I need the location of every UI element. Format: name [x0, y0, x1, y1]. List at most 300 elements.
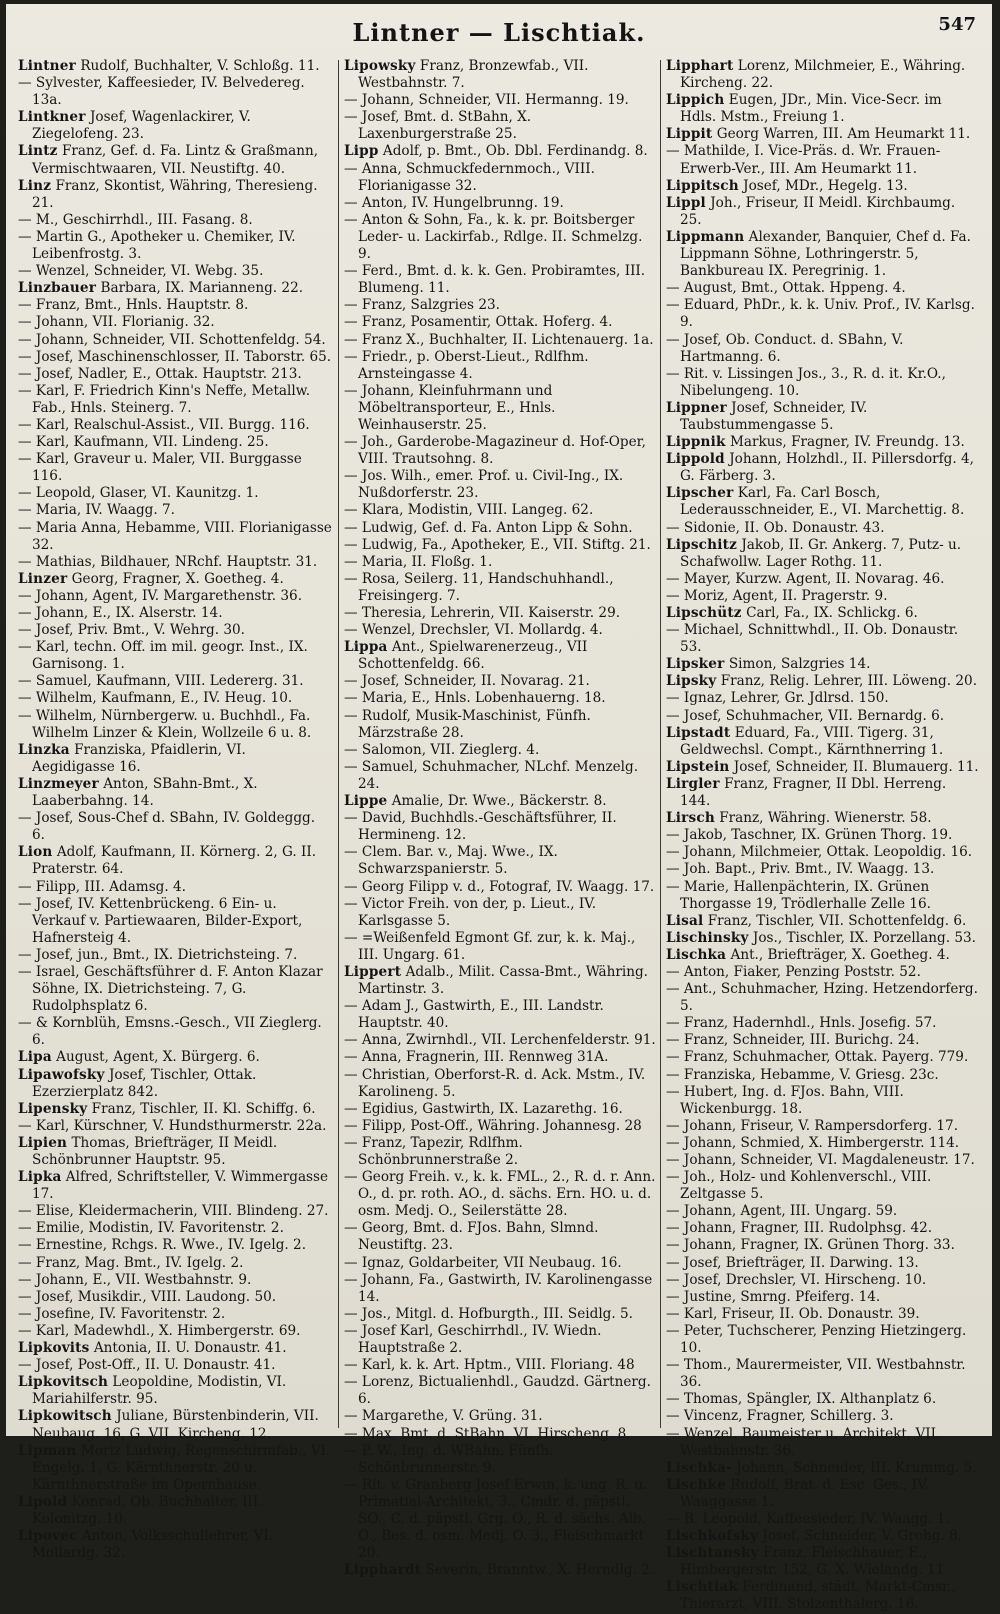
entry-details: — Klara, Modistin, VIII. Langeg. 62. — [344, 502, 594, 519]
directory-entry — [18, 554, 332, 571]
directory-entry — [666, 434, 980, 451]
entry-details: Adalb., Milit. Cassa-Bmt., Währing. Martinstr. 3. — [358, 963, 648, 998]
directory-entry — [18, 1067, 332, 1101]
directory-entry — [666, 913, 980, 930]
entry-details: — Josef, Musikdir., VIII. Laudong. 50. — [18, 1288, 277, 1305]
directory-entry — [666, 1067, 980, 1084]
directory-entry — [18, 417, 332, 434]
entry-details: Karl, Fa. Carl Bosch, Lederausschneider, E., VI. Marchettig. 8. — [680, 485, 965, 519]
directory-entry — [18, 434, 332, 451]
entry-details: — Karl, Graveur u. Maler, VII. Burggasse 116. — [18, 451, 302, 485]
entry-details: — Mayer, Kurzw. Agent, II. Novarag. 46. — [666, 570, 945, 587]
entry-details: — Margarethe, V. Grüng. 31. — [344, 1408, 543, 1425]
entry-details: Joh., Friseur, II Meidl. Kirchbaumg. 25. — [680, 194, 956, 228]
entry-details: Franz, Tischler, VII. Schottenfeldg. 6. — [707, 912, 967, 929]
entry-details: Josef, MDr., Hegelg. 13. — [743, 177, 908, 194]
directory-entry — [344, 1374, 658, 1408]
directory-entry — [18, 639, 332, 673]
entry-surname: Lintz — [18, 143, 58, 160]
entry-details: Josef, Schneider, V. Grohg. 8. — [762, 1528, 963, 1545]
directory-entry — [344, 554, 658, 571]
entry-details: Franz, Tischler, II. Kl. Schiffg. 6. — [91, 1100, 316, 1117]
page-number: 547 — [938, 14, 976, 35]
entry-details: — Johann, Fragner, IX. Grünen Thorg. 33. — [666, 1237, 955, 1254]
entry-details: — Franz, Schneider, III. Burichg. 24. — [666, 1032, 920, 1049]
entry-surname: Lipkowitsch — [18, 1408, 112, 1425]
entry-details: — Johann, Kleinfuhrmann und Möbeltransporteur, E., Hnls. Weinhauserstr. 25. — [344, 382, 556, 433]
directory-entry — [344, 1562, 658, 1579]
directory-entry — [18, 1443, 332, 1494]
directory-entry — [18, 1135, 332, 1169]
entry-details: — Johann, Milchmeier, Ottak. Leopoldig. 16. — [666, 844, 973, 861]
directory-entry — [666, 92, 980, 126]
entry-details: — Rosa, Seilerg. 11, Handschuhhandl., Freisingerg. 7. — [344, 570, 614, 604]
directory-entry — [666, 690, 980, 707]
entry-details: Ferdinand, städt. Markt-Cmsr., Thierarzt, VIII. Stolzenthalerg. 16. — [680, 1579, 956, 1613]
directory-entry — [18, 690, 332, 707]
entry-details: Konrad, Ob. Buchhalter, III. Kolonitzg. 10. — [32, 1493, 263, 1527]
column-divider — [660, 60, 661, 1428]
directory-entry — [18, 605, 332, 622]
directory-entry — [18, 229, 332, 263]
directory-entry — [18, 1220, 332, 1237]
entry-surname: Lipstein — [666, 758, 730, 775]
entry-surname: Lippit — [666, 126, 713, 143]
directory-entry — [18, 349, 332, 366]
directory-entry — [344, 297, 658, 314]
entry-details: — Egidius, Gastwirth, IX. Lazarethg. 16. — [344, 1100, 623, 1117]
directory-entry — [666, 1220, 980, 1237]
entry-details: — Johann, Schmied, X. Himbergerstr. 114. — [666, 1134, 960, 1151]
entry-details: — David, Buchhdls.-Geschäftsführer, II. Hermineng. 12. — [344, 810, 617, 844]
entry-details: — Karl, Madewhdl., X. Himbergerstr. 69. — [18, 1322, 301, 1339]
entry-details: — Joh., Garderobe-Magazineur d. Hof-Oper, VIII. Trautsohng. 8. — [344, 434, 646, 468]
entry-surname: Lipp — [344, 143, 379, 160]
directory-entry — [666, 400, 980, 434]
directory-entry — [344, 212, 658, 263]
entry-details: — Franz, Salzgries 23. — [344, 297, 500, 314]
entry-surname: Lischtiak — [666, 1579, 739, 1596]
directory-entry — [666, 930, 980, 947]
directory-entry — [344, 1255, 658, 1272]
directory-entry — [18, 178, 332, 212]
entry-surname: Lintkner — [18, 109, 86, 126]
directory-entry — [344, 1118, 658, 1135]
entry-details: — Josef, Briefträger, II. Darwing. 13. — [666, 1254, 919, 1271]
entry-details: — Moriz, Agent, II. Pragerstr. 9. — [666, 587, 888, 604]
entry-details: — Franz, Hadernhdl., Hnls. Josefig. 57. — [666, 1015, 937, 1032]
entry-surname: Lischke — [666, 1476, 727, 1493]
directory-entry — [18, 297, 332, 314]
entry-details: Adolf, p. Bmt., Ob. Dbl. Ferdinandg. 8. — [382, 143, 648, 160]
directory-entry — [344, 332, 658, 349]
directory-entry — [18, 75, 332, 109]
entry-details: Severin, Branntw., X. Herndlg. 2. — [425, 1562, 655, 1579]
directory-entry — [344, 673, 658, 690]
directory-entry — [344, 1049, 658, 1066]
directory-entry — [666, 485, 980, 519]
entry-details: Jos., Tischler, IX. Porzellang. 53. — [752, 929, 976, 946]
directory-entry — [18, 673, 332, 690]
entry-details: Franz, Gef. d. Fa. Lintz & Graßmann, Vermischtwaaren, VII. Neustiftg. 40. — [32, 143, 319, 177]
directory-entry — [666, 1032, 980, 1049]
entry-details: — Josef, Bmt. d. StBahn, X. Laxenburgerstraße 25. — [344, 109, 532, 143]
entry-details: — Franz X., Buchhalter, II. Lichtenauerg. 1a. — [344, 331, 654, 348]
directory-entry — [666, 280, 980, 297]
directory-entry — [666, 1084, 980, 1118]
directory-entry — [18, 571, 332, 588]
entry-surname: Lirgler — [666, 775, 720, 792]
entry-surname: Lischka- — [666, 1459, 733, 1476]
entry-details: — Josef, Sous-Chef d. SBahn, IV. Goldeggg. 6. — [18, 810, 316, 844]
directory-entry — [666, 656, 980, 673]
directory-entry — [344, 879, 658, 896]
directory-entry — [666, 1357, 980, 1391]
entry-surname: Lippitsch — [666, 177, 739, 194]
entry-surname: Lischinsky — [666, 929, 749, 946]
directory-entry — [18, 1357, 332, 1374]
entry-details: — Samuel, Kaufmann, VIII. Ledererg. 31. — [18, 673, 304, 690]
directory-entry — [344, 742, 658, 759]
entry-details: Markus, Fragner, IV. Freundg. 13. — [729, 434, 965, 451]
directory-entry — [666, 708, 980, 725]
entry-details: — Johann, Friseur, V. Rampersdorferg. 17. — [666, 1117, 959, 1134]
directory-entry — [344, 930, 658, 964]
entry-details: — Mathias, Bildhauer, NRchf. Hauptstr. 31. — [18, 553, 318, 570]
directory-page — [6, 4, 992, 1613]
entry-surname: Lipawofsky — [18, 1066, 105, 1083]
entry-surname: Lipowsky — [344, 58, 416, 74]
entry-details: Josef, Schneider, IV. Taubstummengasse 5. — [680, 399, 868, 433]
entry-details: — Emilie, Modistin, IV. Favoritenstr. 2. — [18, 1220, 284, 1237]
entry-details: — Johann, Agent, III. Ungarg. 59. — [666, 1203, 898, 1220]
directory-entry — [344, 1101, 658, 1118]
entry-surname: Lipovec — [18, 1528, 78, 1545]
directory-entry — [666, 776, 980, 810]
entry-details: — Elise, Kleidermacherin, VIII. Blindeng. 27. — [18, 1203, 329, 1220]
entry-details: Thomas, Briefträger, II Meidl. Schönbrunner Hauptstr. 95. — [32, 1134, 278, 1168]
entry-details: — Wilhelm, Nürnbergerw. u. Buchhdl., Fa. Wilhelm Linzer & Klein, Wollzeile 6 u. 8. — [18, 707, 312, 741]
directory-entry — [344, 690, 658, 707]
entry-details: — Eduard, PhDr., k. k. Univ. Prof., IV. Karlsg. 9. — [666, 297, 975, 331]
entry-details: Anton, Volksschullehrer, VI. Mollardg. 32. — [32, 1528, 274, 1562]
directory-entry — [666, 1528, 980, 1545]
entry-details: — Karl, Kürschner, V. Hundsthurmerstr. 22a. — [18, 1117, 327, 1134]
entry-details: — Leopold, Glaser, VI. Kaunitzg. 1. — [18, 485, 259, 502]
directory-entry — [18, 502, 332, 519]
directory-entry — [666, 1118, 980, 1135]
entry-details: Leopoldine, Modistin, VI. Mariahilferstr. 95. — [32, 1374, 287, 1408]
entry-details: — Rudolf, Musik-Maschinist, Fünfh. Märzstraße 28. — [344, 707, 591, 741]
directory-entry — [344, 1032, 658, 1049]
entry-surname: Lipensky — [18, 1100, 88, 1117]
directory-entry — [344, 1067, 658, 1101]
entry-details: — Franz, Schuhmacher, Ottak. Payerg. 779. — [666, 1049, 969, 1066]
directory-entry — [18, 1237, 332, 1254]
directory-entry — [18, 1101, 332, 1118]
directory-entry — [18, 588, 332, 605]
directory-entry — [344, 1169, 658, 1220]
page-header — [6, 12, 992, 52]
entry-surname: Lischkofsky — [666, 1528, 759, 1545]
entry-details: — Sylvester, Kaffeesieder, IV. Belvedereg. 13a. — [18, 75, 305, 109]
directory-entry — [666, 861, 980, 878]
directory-entry — [666, 844, 980, 861]
entry-details: Adolf, Kaufmann, II. Körnerg. 2, G. II. Praterstr. 64. — [32, 844, 317, 878]
entry-details: — Max, Bmt. d. StBahn, VI. Hirscheng. 8. — [344, 1425, 631, 1442]
entry-surname: Lischka — [666, 946, 727, 963]
entry-details: — Thom., Maurermeister, VII. Westbahnstr. 36. — [666, 1357, 966, 1391]
entry-details: Barbara, IX. Marianneng. 22. — [100, 280, 304, 297]
entry-details: — Maria, E., Hnls. Lobenhauerng. 18. — [344, 690, 606, 707]
entry-details: — Vincenz, Fragner, Schillerg. 3. — [666, 1408, 894, 1425]
directory-entry — [666, 1015, 980, 1032]
entry-surname: Lipman — [18, 1442, 77, 1459]
entry-details: Carl, Fa., IX. Schlickg. 6. — [746, 605, 918, 621]
directory-entry — [666, 332, 980, 366]
entry-details: — =Weißenfeld Egmont Gf. zur, k. k. Maj., III. Ungarg. 61. — [344, 929, 636, 963]
entry-details: — Joh. Bapt., Priv. Bmt., IV. Waagg. 13. — [666, 861, 935, 878]
entry-details: Jakob, II. Gr. Ankerg. 7, Putz- u. Schafwollw. Lager Rothg. 11. — [680, 536, 962, 570]
directory-entry — [18, 1289, 332, 1306]
entry-surname: Lippmann — [666, 228, 745, 245]
directory-entry — [666, 810, 980, 827]
directory-entry — [344, 537, 658, 554]
entry-details: — Ignaz, Goldarbeiter, VII Neubaug. 16. — [344, 1254, 622, 1271]
directory-entry — [18, 1272, 332, 1289]
entry-surname: Lipphart — [666, 58, 734, 74]
entry-details: — Anton, IV. Hungelbrunng. 19. — [344, 194, 564, 211]
entry-details: — M., Geschirrhdl., III. Fasang. 8. — [18, 211, 253, 228]
entry-details: — Josefine, IV. Favoritenstr. 2. — [18, 1305, 226, 1322]
directory-entry — [666, 1289, 980, 1306]
entry-surname: Lipsky — [666, 673, 717, 690]
directory-entry — [666, 759, 980, 776]
entry-surname: Lischtansky — [666, 1545, 759, 1562]
directory-entry — [344, 1477, 658, 1562]
entry-details: — Josef Karl, Geschirrhdl., IV. Wiedn. Hauptstraße 2. — [344, 1322, 602, 1357]
entry-details: — Friedr., p. Oberst-Lieut., Rdlfhm. Arnsteingasse 4. — [344, 348, 589, 382]
directory-entry — [666, 1460, 980, 1477]
entry-details: Ant., Briefträger, X. Goetheg. 4. — [730, 946, 950, 963]
directory-entry — [666, 947, 980, 964]
entry-details: — Hubert, Ing. d. FJos. Bahn, VIII. Wickenburgg. 18. — [666, 1083, 904, 1117]
entry-surname: Lippold — [666, 451, 725, 468]
entry-details: Johann, Schneider, III. Krummg. 5. — [736, 1459, 977, 1476]
directory-entry — [18, 143, 332, 177]
entry-surname: Lipschütz — [666, 605, 742, 621]
directory-entry — [18, 896, 332, 947]
directory-entry — [666, 1477, 980, 1511]
entry-details: — Georg, Bmt. d. FJos. Bahn, Slmnd. Neustiftg. 23. — [344, 1220, 599, 1254]
entry-details: — Anton, Fiaker, Penzing Poststr. 52. — [666, 963, 921, 980]
entry-details: — Josef, Maschinenschlosser, II. Taborstr. 65. — [18, 348, 332, 365]
directory-entry — [18, 520, 332, 554]
directory-entry — [18, 947, 332, 964]
directory-entry — [344, 58, 658, 92]
entry-details: — Georg Filipp v. d., Fotograf, IV. Waagg. 17. — [344, 878, 655, 895]
entry-details: — Salomon, VII. Zieglerg. 4. — [344, 741, 540, 758]
directory-entry — [666, 58, 980, 92]
entry-details: Rudolf, Brat. d. Esc. Ges., IV. Waaggasse 1. — [680, 1476, 929, 1510]
entry-details: — Anton & Sohn, Fa., k. k. pr. Boitsberger Leder- u. Lackirfab., Rdlge. II. Schmelzg. 9. — [344, 211, 643, 263]
directory-entry — [666, 964, 980, 981]
entry-details: — Lorenz, Bictualienhdl., Gaudzd. Gärtnerg. 6. — [344, 1374, 651, 1408]
directory-entry — [344, 896, 658, 930]
entry-details: — August, Bmt., Ottak. Hppeng. 4. — [666, 280, 906, 297]
directory-entry — [18, 1203, 332, 1220]
directory-entry — [666, 725, 980, 759]
entry-details: — Josef, IV. Kettenbrückeng. 6 Ein- u. Verkauf v. Partiewaaren, Bilder-Export, Hafnersteig 4. — [18, 895, 303, 946]
column-divider — [338, 60, 339, 1428]
entry-surname: Lippa — [344, 639, 388, 656]
entry-details: — Jos. Wilh., emer. Prof. u. Civil-Ing., IX. Nußdorferstr. 23. — [344, 468, 624, 502]
entry-details: — Josef, Nadler, E., Ottak. Hauptstr. 213. — [18, 365, 302, 382]
directory-entry — [666, 178, 980, 195]
directory-entry — [18, 622, 332, 639]
entry-surname: Lipa — [18, 1049, 52, 1066]
directory-entry — [18, 109, 332, 143]
directory-entry — [18, 844, 332, 878]
directory-entry — [344, 263, 658, 297]
directory-entry — [344, 314, 658, 331]
entry-details: — Maria Anna, Hebamme, VIII. Florianigasse 32. — [18, 519, 332, 553]
entry-details: Franz, Fleischhauer, E., Himbergerstr. 152, G. X. Wielandg. 11 — [680, 1545, 945, 1579]
entry-details: — Jos., Mitgl. d. Hofburgth., III. Seidlg. 5. — [344, 1305, 633, 1322]
entry-surname: Lipsker — [666, 656, 725, 673]
directory-entry — [344, 92, 658, 109]
directory-entry — [18, 776, 332, 810]
directory-entry — [344, 468, 658, 502]
directory-entry — [344, 605, 658, 622]
directory-entry — [18, 879, 332, 896]
entry-details: Rudolf, Buchhalter, V. Schloßg. 11. — [80, 58, 320, 74]
entry-surname: Lippl — [666, 194, 706, 211]
directory-entry — [18, 280, 332, 297]
entry-details: — Anna, Zwirnhdl., VII. Lerchenfelderstr. 91. — [344, 1032, 656, 1049]
directory-entry — [344, 195, 658, 212]
entry-surname: Linz — [18, 177, 52, 194]
entry-details: — Thomas, Spängler, IX. Althanplatz 6. — [666, 1391, 937, 1408]
directory-entry — [344, 434, 658, 468]
entry-details: — Karl, Friseur, II. Ob. Donaustr. 39. — [666, 1305, 920, 1322]
entry-details: — Peter, Tuchscherer, Penzing Hietzingerg. 10. — [666, 1322, 967, 1357]
entry-details: — Josef, Drechsler, VI. Hirscheng. 10. — [666, 1271, 927, 1288]
entry-details: — Franz, Bmt., Hnls. Hauptstr. 8. — [18, 297, 249, 314]
directory-entry — [18, 1255, 332, 1272]
entry-details: — Josef, Priv. Bmt., V. Wehrg. 30. — [18, 622, 245, 639]
entry-details: Georg, Fragner, X. Goetheg. 4. — [71, 570, 284, 587]
directory-entry — [344, 161, 658, 195]
directory-entry — [344, 1306, 658, 1323]
directory-entry — [344, 383, 658, 434]
entry-details: — Johann, E., IX. Alserstr. 14. — [18, 605, 223, 621]
directory-entry — [344, 998, 658, 1032]
directory-entry — [344, 1408, 658, 1425]
entry-details: — Karl, Realschul-Assist., VII. Burgg. 116. — [18, 416, 310, 433]
directory-entry — [666, 827, 980, 844]
entry-details: — Wenzel, Drechsler, VI. Mollardg. 4. — [344, 622, 603, 639]
entry-details: Franz, Währing. Wienerstr. 58. — [719, 810, 932, 827]
directory-entry — [666, 1135, 980, 1152]
entry-details: Josef, Schneider, II. Blumauerg. 11. — [733, 758, 979, 775]
entry-details: Moriz Ludwig, Regenschirmfab., VI. Engelg. 1, G. Kärnthnerstr. 20 u. Kärnthnerstraße im Opernhause. — [32, 1442, 331, 1493]
directory-entry — [344, 1135, 658, 1169]
directory-entry — [666, 1049, 980, 1066]
entry-details: — Sidonie, II. Ob. Donaustr. 43. — [666, 519, 885, 536]
directory-entry — [666, 520, 980, 537]
directory-entry — [344, 1357, 658, 1374]
entry-surname: Lipkovits — [18, 1340, 90, 1357]
directory-entry — [666, 1203, 980, 1220]
directory-entry — [666, 1272, 980, 1289]
entry-details: — Johann, E., VII. Westbahnstr. 9. — [18, 1271, 252, 1288]
directory-entry — [666, 195, 980, 229]
directory-entry — [666, 537, 980, 571]
entry-details: August, Agent, X. Bürgerg. 6. — [56, 1049, 260, 1066]
directory-entry — [344, 708, 658, 742]
directory-entry — [344, 1272, 658, 1306]
directory-entry — [666, 1426, 980, 1460]
directory-entry — [18, 58, 332, 75]
entry-surname: Linzbauer — [18, 280, 97, 297]
entry-details: — Johann, Fa., Gastwirth, IV. Karolinengasse 14. — [344, 1271, 653, 1305]
entry-details: Georg Warren, III. Am Heumarkt 11. — [716, 126, 971, 143]
entry-surname: Lippnik — [666, 434, 726, 451]
directory-entry — [344, 1220, 658, 1254]
entry-details: Antonia, II. U. Donaustr. 41. — [93, 1340, 287, 1357]
entry-details: — Justine, Smrng. Pfeiferg. 14. — [666, 1288, 881, 1305]
directory-entry — [344, 759, 658, 793]
directory-entry — [666, 1579, 980, 1613]
entry-surname: Lipold — [18, 1493, 68, 1510]
directory-entry — [666, 1169, 980, 1203]
directory-entry — [666, 126, 980, 143]
entry-surname: Lipscher — [666, 485, 734, 502]
entry-surname: Lippner — [666, 399, 727, 416]
entry-details: — Michael, Schnittwhdl., II. Ob. Donaustr. 53. — [666, 622, 959, 656]
entry-details: — Johann, Schneider, VII. Schottenfeldg. 54. — [18, 331, 326, 348]
entry-details: — Christian, Oberforst-R. d. Ack. Mstm., IV. Karolineng. 5. — [344, 1066, 646, 1100]
entry-details: — Ant., Schuhmacher, Hzing. Hetzendorferg. 5. — [666, 981, 978, 1015]
entry-surname: Lisal — [666, 912, 704, 929]
directory-entry — [18, 1049, 332, 1066]
entry-details: — Israel, Geschäftsführer d. F. Anton Klazar Söhne, IX. Dietrichsteing. 7, G. Rudolphsplatz 6. — [18, 963, 323, 1015]
entry-details: — Anna, Fragnerin, III. Rennweg 31A. — [344, 1049, 609, 1066]
entry-surname: Linzmeyer — [18, 775, 99, 792]
entry-details: — Josef, Schneider, II. Novarag. 21. — [344, 673, 590, 690]
directory-entry — [666, 588, 980, 605]
entry-details: — Samuel, Schuhmacher, NLchf. Menzelg. 24. — [344, 758, 639, 792]
directory-entry — [666, 297, 980, 331]
directory-entry — [666, 229, 980, 280]
entry-surname: Lipkovitsch — [18, 1374, 109, 1391]
directory-entry — [666, 1511, 980, 1528]
entry-details: Josef, Tischler, Ottak. Ezerzierplatz 842. — [32, 1066, 257, 1100]
entry-details: — Karl, k. k. Art. Hptm., VIII. Floriang. 48 — [344, 1357, 635, 1374]
entry-details: — Johann, Agent, IV. Margarethenstr. 36. — [18, 587, 303, 604]
directory-entry — [666, 571, 980, 588]
directory-entry — [344, 1323, 658, 1357]
directory-entry — [666, 1323, 980, 1357]
directory-entry — [18, 1340, 332, 1357]
entry-details: — Johann, VII. Florianig. 32. — [18, 314, 215, 331]
entry-details: Ant., Spielwarenerzeug., VII Schottenfeldg. 66. — [358, 639, 588, 673]
directory-entry — [344, 143, 658, 160]
directory-entry — [666, 1408, 980, 1425]
directory-entry — [18, 810, 332, 844]
entry-details: Franziska, Pfaidlerin, VI. Aegidigasse 16. — [32, 741, 246, 775]
